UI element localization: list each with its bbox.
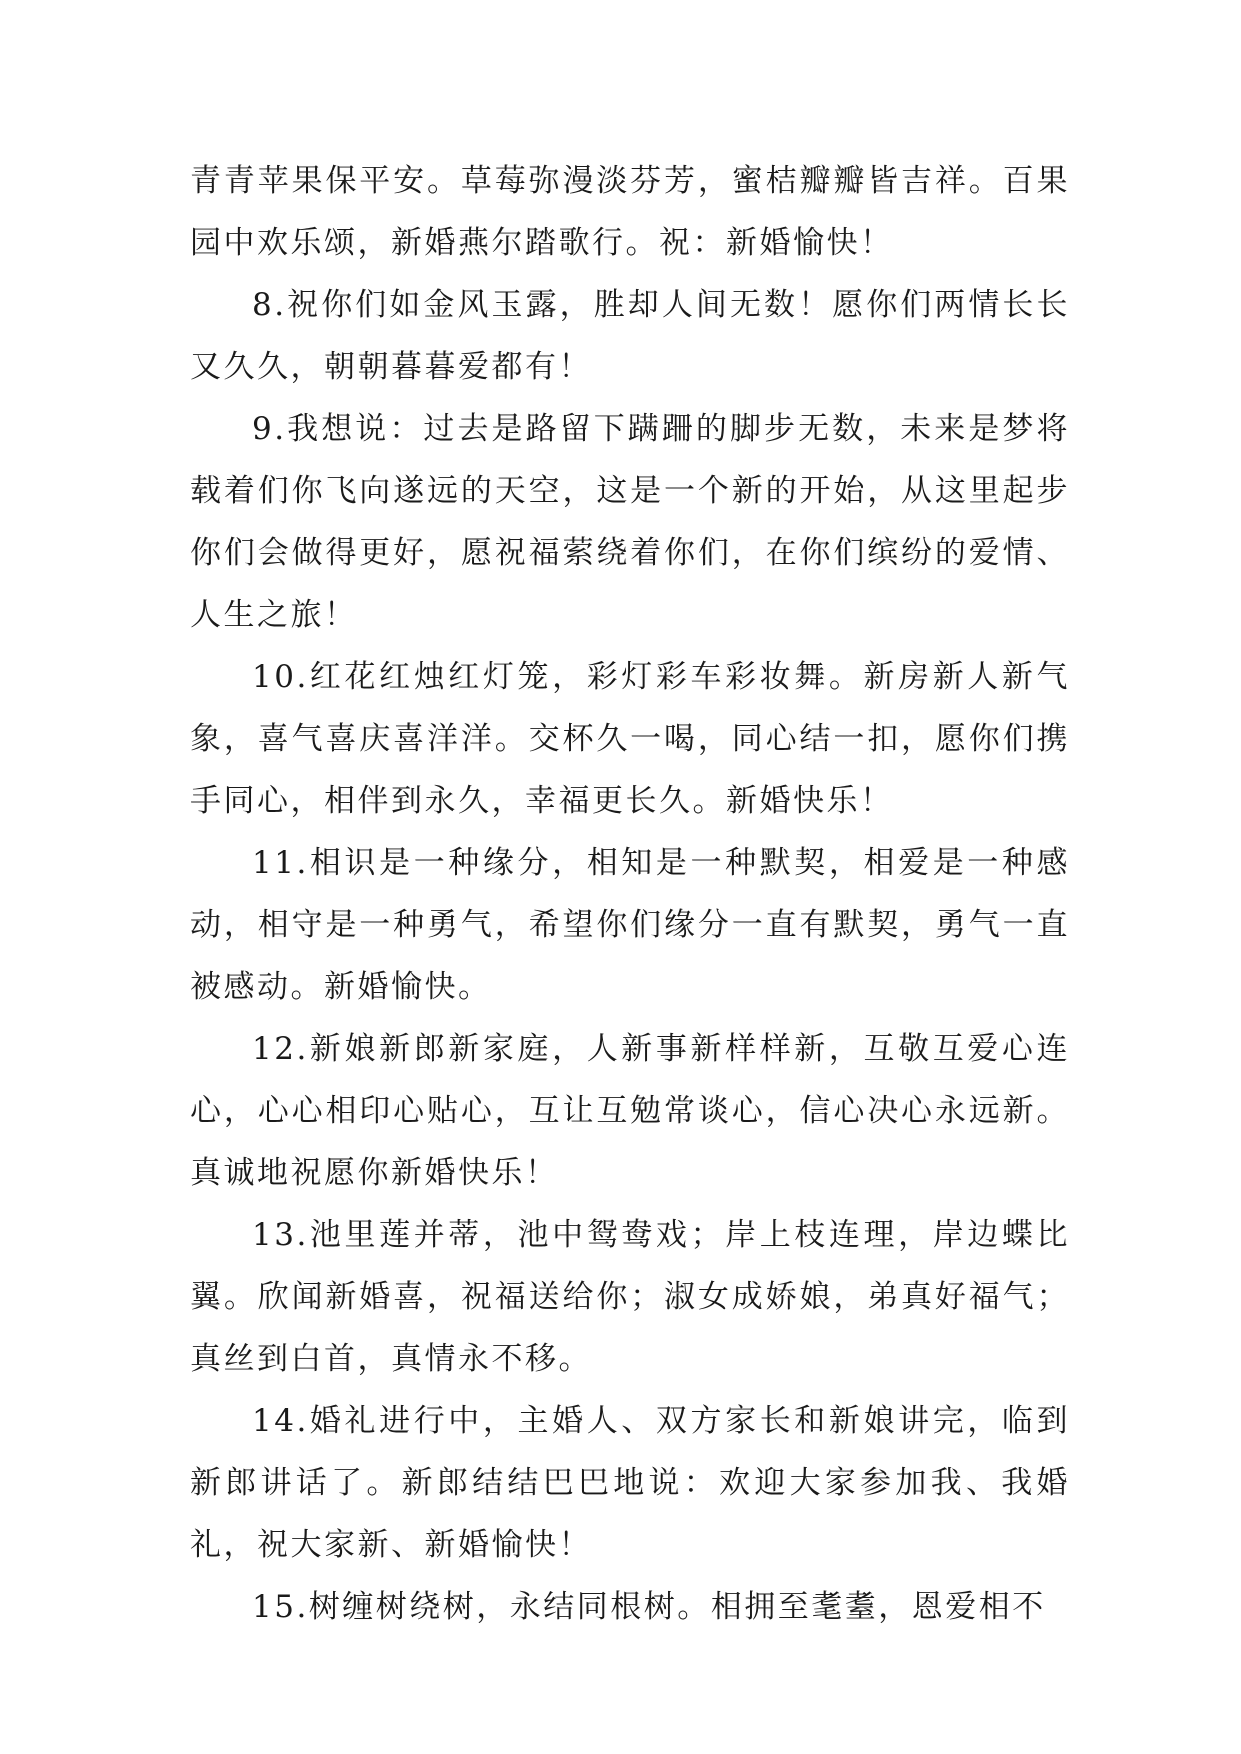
paragraph-item-15: 15.树缠树绕树，永结同根树。相拥至耄耋，恩爱相不 bbox=[252, 1589, 1046, 1625]
paragraph-item-9: 9.我想说：过去是路留下蹒跚的脚步无数，未来是梦将载着们你飞向遂远的天空，这是一个新的开始，从这里起步你们会做得更好，愿祝福萦绕着你们，在你们缤纷的爱情、人生之旅！ bbox=[190, 411, 1070, 633]
paragraph-continuation: 青青苹果保平安。草莓弥漫淡芬芳，蜜桔瓣瓣皆吉祥。百果园中欢乐颂，新婚燕尔踏歌行。祝：新婚愉快！ bbox=[190, 163, 1070, 261]
paragraph-item-13: 13.池里莲并蒂，池中鸳鸯戏；岸上枝连理，岸边蝶比翼。欣闻新婚喜，祝福送给你；淑女成娇娘，弟真好福气；真丝到白首，真情永不移。 bbox=[190, 1217, 1070, 1377]
paragraph-item-10: 10.红花红烛红灯笼，彩灯彩车彩妆舞。新房新人新气象，喜气喜庆喜洋洋。交杯久一喝，同心结一扣，愿你们携手同心，相伴到永久，幸福更长久。新婚快乐！ bbox=[190, 659, 1070, 819]
paragraph-item-14: 14.婚礼进行中，主婚人、双方家长和新娘讲完，临到新郎讲话了。新郎结结巴巴地说：欢迎大家参加我、我婚礼，祝大家新、新婚愉快！ bbox=[190, 1403, 1070, 1563]
document-body bbox=[190, 150, 1070, 1638]
paragraph-item-8: 8.祝你们如金风玉露，胜却人间无数！愿你们两情长长又久久，朝朝暮暮爱都有！ bbox=[190, 287, 1070, 385]
paragraph-item-11: 11.相识是一种缘分，相知是一种默契，相爱是一种感动，相守是一种勇气，希望你们缘分一直有默契，勇气一直被感动。新婚愉快。 bbox=[190, 845, 1070, 1005]
paragraph-item-12: 12.新娘新郎新家庭，人新事新样样新，互敬互爱心连心，心心相印心贴心，互让互勉常谈心，信心决心永远新。真诚地祝愿你新婚快乐！ bbox=[190, 1031, 1070, 1191]
